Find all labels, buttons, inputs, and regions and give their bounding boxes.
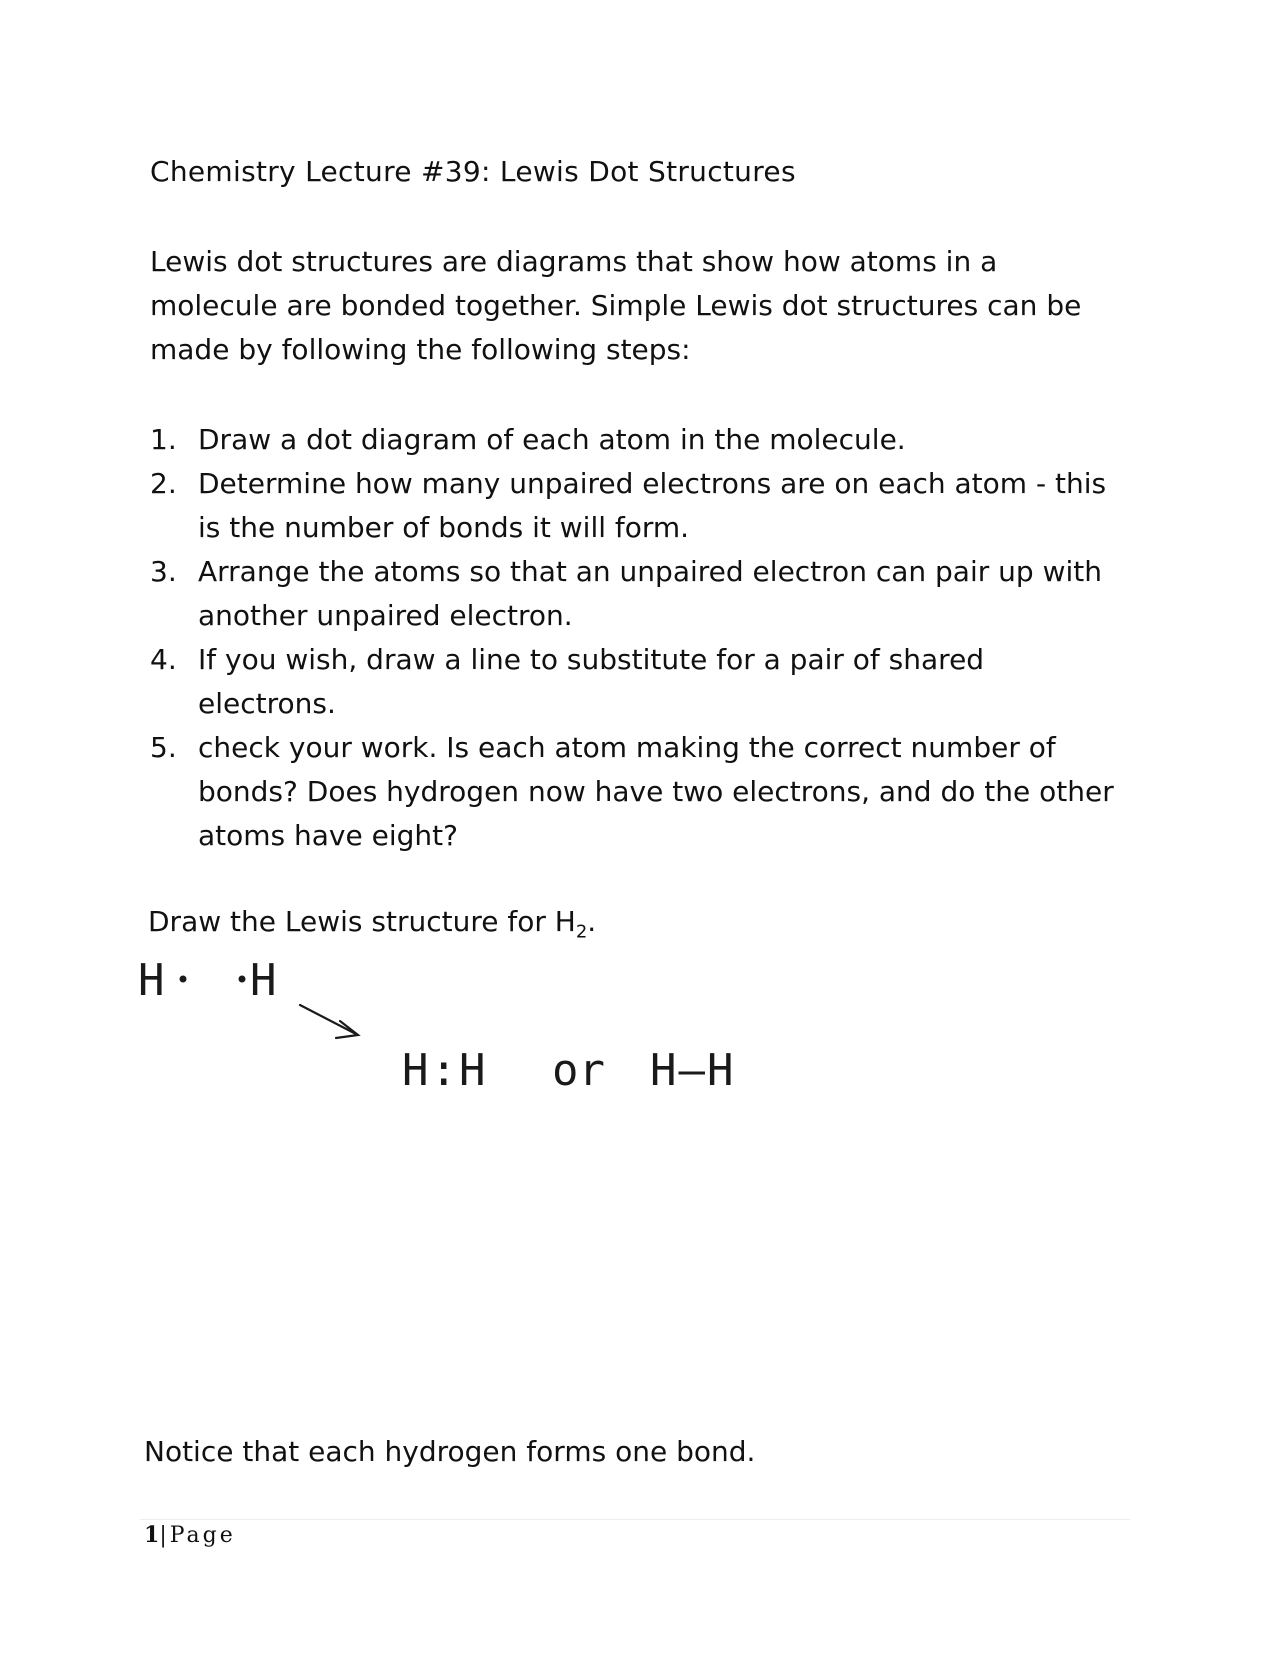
list-item bbox=[150, 638, 1130, 726]
page-label: Page bbox=[169, 1523, 236, 1548]
handwritten-atom-left: H bbox=[138, 955, 165, 1006]
list-item bbox=[150, 462, 1130, 550]
step-number: 3. bbox=[150, 555, 177, 588]
list-item bbox=[150, 418, 1130, 462]
prompt-subscript: 2 bbox=[575, 921, 588, 943]
handwritten-or: or bbox=[552, 1045, 605, 1096]
step-number: 4. bbox=[150, 643, 177, 676]
lewis-prompt bbox=[148, 905, 596, 943]
intro-paragraph: Lewis dot structures are diagrams that show how atoms in a molecule are bonded together. Simple Lewis dot structures can be made by following the following steps: bbox=[150, 245, 1082, 366]
step-text: If you wish, draw a line to substitute for a pair of shared electrons. bbox=[198, 643, 985, 720]
notice-text: Notice that each hydrogen forms one bond. bbox=[144, 1435, 756, 1468]
electron-dot-right bbox=[239, 976, 246, 983]
page-number: 1 bbox=[144, 1522, 160, 1548]
handwritten-line-structure: H–H bbox=[650, 1045, 736, 1096]
footer-separator: | bbox=[159, 1523, 170, 1548]
handwritten-dot-structure: H:H bbox=[402, 1045, 488, 1096]
footer-divider bbox=[140, 1519, 1130, 1520]
electron-dot-left bbox=[180, 976, 187, 983]
step-text: check your work. Is each atom making the correct number of bonds? Does hydrogen now have two electrons, and do the other atoms have eight? bbox=[198, 731, 1114, 852]
step-text: Arrange the atoms so that an unpaired electron can pair up with another unpaired electron. bbox=[198, 555, 1102, 632]
list-item bbox=[150, 550, 1130, 638]
step-number: 5. bbox=[150, 731, 177, 764]
handwritten-atom-right: H bbox=[250, 955, 277, 1006]
page-footer bbox=[144, 1522, 236, 1548]
prompt-end: . bbox=[587, 905, 597, 938]
list-item bbox=[150, 726, 1130, 858]
step-number: 2. bbox=[150, 467, 177, 500]
step-text: Draw a dot diagram of each atom in the molecule. bbox=[198, 423, 906, 456]
arrow-icon bbox=[300, 1005, 358, 1038]
step-text: Determine how many unpaired electrons are on each atom - this is the number of bonds it will form. bbox=[198, 467, 1107, 544]
prompt-text: Draw the Lewis structure for H bbox=[148, 905, 576, 938]
step-number: 1. bbox=[150, 423, 177, 456]
steps-list bbox=[150, 418, 1130, 858]
page-title: Chemistry Lecture #39: Lewis Dot Structures bbox=[150, 155, 796, 188]
